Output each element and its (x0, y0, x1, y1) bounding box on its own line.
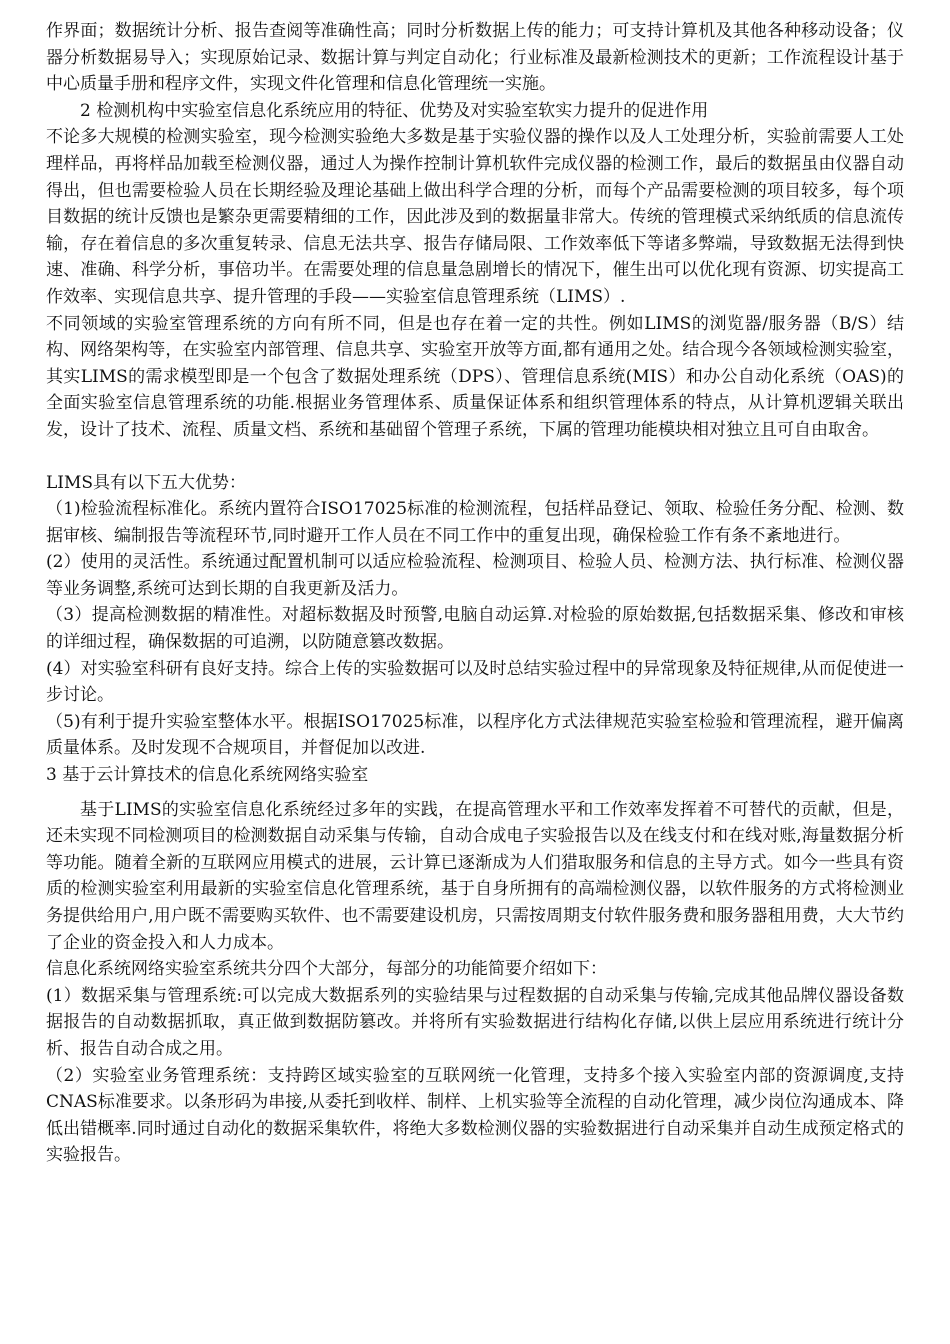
blank-line-small (46, 789, 904, 797)
advantage-item-1: （1)检验流程标准化。系统内置符合ISO17025标准的检测流程，包括样品登记、领取、检验任务分配、检测、数据审核、编制报告等流程环节,同时避开工作人员在不同工作中的重复出现，确保检验工作有条不紊地进行。 (46, 499, 904, 546)
paragraph-cloud-lims: 基于LIMS的实验室信息化系统经过多年的实践，在提高管理水平和工作效率发挥着不可替代的贡献，但是，还未实现不同检测项目的检测数据自动采集与传输，自动合成电子实验报告以及在线支付和在线对账,海量数据分析等功能。随着全新的互联网应用模式的进展，云计算已逐渐成为人们猎取服务和信息的主导方式。如今一些具有资质的检测实验室利用最新的实验室信息化管理系统，基于自身所拥有的高端检测仪器，以软件服务的方式将检测业务提供给用户,用户既不需要购买软件、也不需要建设机房，只需按周期支付软件服务费和服务器租用费，大大节约了企业的资金投入和人力成本。 (46, 799, 904, 953)
advantage-item-4: (4）对实验室科研有良好支持。综合上传的实验数据可以及时总结实验过程中的异常现象及特征规律,从而促使进一步讨论。 (46, 658, 904, 706)
advantage-item-5: （5)有利于提升实验室整体水平。根据ISO17025标准，以程序化方式法律规范实验室检验和管理流程，避开偏离质量体系。及时发现不合规项目，并督促加以改进. (46, 711, 904, 759)
system-part-item-1: (1）数据采集与管理系统:可以完成大数据系列的实验结果与过程数据的自动采集与传输,完成其他品牌仪器设备数据报告的自动数据抓取，真正做到数据防篡改。并将所有实验数据进行结构化存储,以供上层应用系统进行统计分析、报告自动合成之用。 (46, 985, 904, 1059)
advantage-item-3: （3）提高检测数据的精准性。对超标数据及时预警,电脑自动运算.对检验的原始数据,包括数据采集、修改和审核的详细过程，确保数据的可追溯，以防随意篡改数据。 (46, 605, 904, 653)
advantage-item-2: (2）使用的灵活性。系统通过配置机制可以适应检验流程、检测项目、检验人员、检测方法、执行标准、检测仪器等业务调整,系统可达到长期的自我更新及活力。 (46, 552, 904, 599)
paragraph-testing-labs: 不论多大规模的检测实验室，现今检测实验绝大多数是基于实验仪器的操作以及人工处理分析，实验前需要人工处理样品，再将样品加载至检测仪器，通过人为操作控制计算机软件完成仪器的检测工作，最后的数据虽由仪器自动得出，但也需要检验人员在长期经验及理论基础上做出科学合理的分析，而每个产品需要检测的项目较多，每个项目数据的统计反馈也是繁杂更需要精细的工作，因此涉及到的数据量非常大。传统的管理模式采纳纸质的信息流传输，存在着信息的多次重复转录、信息无法共享、报告存储局限、工作效率低下等诸多弊端，导致数据无法得到快速、准确、科学分析，事倍功半。在需要处理的信息量急剧增长的情况下，催生出可以优化现有资源、切实提高工作效率、实现信息共享、提升管理的手段——实验室信息管理系统（LIMS）. (46, 127, 904, 307)
paragraph-lims-commonality: 不同领域的实验室管理系统的方向有所不同，但是也存在着一定的共性。例如LIMS的浏览器/服务器（B/S）结构、网络架构等，在实验室内部管理、信息共享、实验室开放等方面,都有通用之处。结合现今各领域检测实验室，其实LIMS的需求模型即是一个包含了数据处理系统（DPS）、管理信息系统(MIS）和办公自动化系统（OAS)的全面实验室信息管理系统的功能.根据业务管理体系、质量保证体系和组织管理体系的特点，从计算机逻辑关联出发，设计了技术、流程、质量文档、系统和基础留个管理子系统，下属的管理功能模块相对独立且可自由取舍。 (46, 313, 904, 440)
section-3-heading: 3 基于云计算技术的信息化系统网络实验室 (46, 765, 369, 786)
section-2-heading: 2 检测机构中实验室信息化系统应用的特征、优势及对实验室软实力提升的促进作用 (80, 100, 709, 121)
blank-line (46, 444, 904, 470)
system-part-item-2: （2）实验室业务管理系统：支持跨区域实验室的互联网统一化管理，支持多个接入实验室内部的资源调度,支持CNAS标准要求。以条形码为串接,从委托到收样、制样、上机实验等全流程的自动化管理，减少岗位沟通成本、降低出错概率.同时通过自动化的数据采集软件，将绝大多数检测仪器的实验数据进行自动采集并自动生成预定格式的实验报告。 (46, 1065, 904, 1166)
paragraph-lims-advantages-intro: LIMS具有以下五大优势： (46, 472, 247, 493)
paragraph-intro-continuation: 作界面；数据统计分析、报告查阅等准确性高；同时分析数据上传的能力；可支持计算机及其他各种移动设备；仪器分析数据易导入；实现原始记录、数据计算与判定自动化；行业标准及最新检测技术的更新；工作流程设计基于中心质量手册和程序文件，实现文件化管理和信息化管理统一实施。 (46, 21, 904, 95)
paragraph-system-parts-intro: 信息化系统网络实验室系统共分四个大部分，每部分的功能简要介绍如下： (46, 959, 607, 980)
